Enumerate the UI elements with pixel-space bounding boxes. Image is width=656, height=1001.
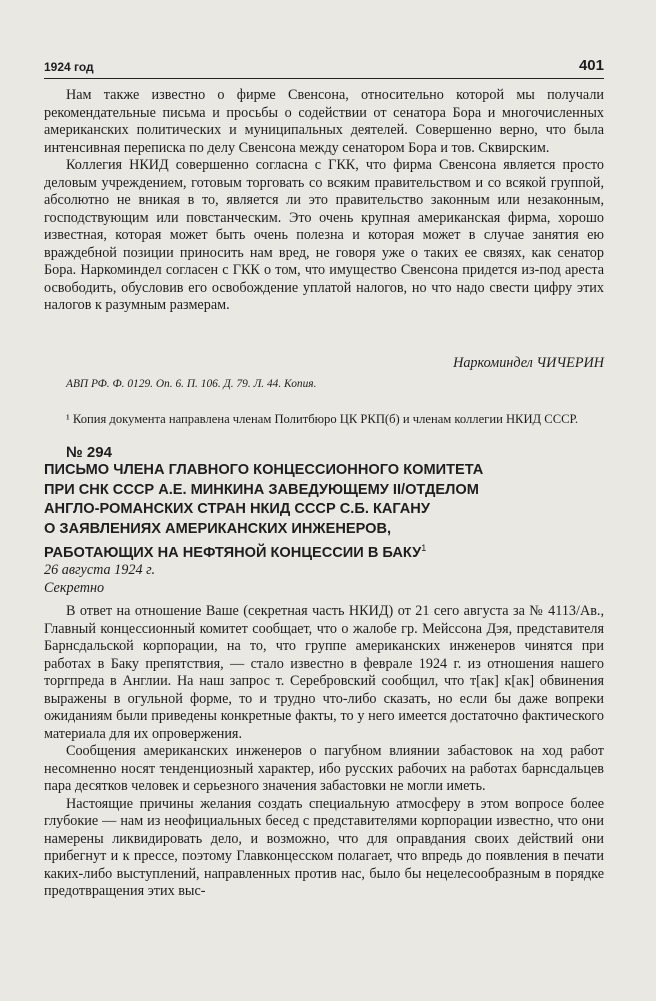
prev-document-text xyxy=(44,87,604,315)
title-line: ПИСЬМО ЧЛЕНА ГЛАВНОГО КОНЦЕССИОННОГО КОМИТЕТА xyxy=(44,462,484,478)
footnote: ¹ Копия документа направлена членам Политбюро ЦК РКП(б) и членам коллегии НКИД СССР. xyxy=(66,412,579,426)
paragraph: Нам также известно о фирме Свенсона, относительно которой мы получали рекомендательные письма и просьбы о содействии от сенатора Бора и многочисленных американских политических и муниципальных деятелей. Совершенно верно, что была интенсивная переписка по делу Свенсона между сенатором Бора и тов. Сквирским. xyxy=(44,87,604,156)
title-line: ПРИ СНК СССР А.Е. МИНКИНА ЗАВЕДУЮЩЕМУ II/ОТДЕЛОМ xyxy=(44,481,479,498)
document-date: 26 августа 1924 г. xyxy=(44,562,155,578)
header-year: 1924 год xyxy=(44,60,94,74)
paragraph: В ответ на отношение Ваше (секретная часть НКИД) от 21 сего августа за № 4113/Ав., Главный концессионный комитет сообщает, что о жалобе гр. Мейссона Дэя, представителя Барнсдальской корпорации, на то, что группе американских инженеров чинятся при работах в Баку препятствия, — стало известно в феврале 1924 г. из отношения нашего торгпреда в Англии. На наш запрос т. Серебровский сообщил, что т[ак] к[ак] обвинения выражены в огульной форме, то и трудно что-либо сказать, но если бы даже вопреки ожиданиям были приведены конкретные факты, то у него имеется достаточно фактического материала для их опровержения. xyxy=(44,603,604,742)
paragraph: Коллегия НКИД совершенно согласна с ГКК, что фирма Свенсона является просто деловым учреждением, готовым торговать со всяким правительством и со всякой группой, абсолютно не вникая в то, является ли это правительство законным или незаконным, господствующим или повстанческим. Это очень крупная американская фирма, хорошо известная, которая может быть очень полезна и которая может в случае занятия ею враждебной позиции приносить нам вред, не говоря уже о таких ее связях, как сенатор Бора. Наркоминдел согласен с ГКК о том, что имущество Свенсона придется из-под ареста освободить, обусловив его освобождение уплатой налогов, но что надо свести цифру этих налогов к разумным размерам. xyxy=(44,157,604,313)
document-number: № 294 xyxy=(66,444,112,461)
document-title xyxy=(44,461,604,564)
classification: Секретно xyxy=(44,580,105,596)
paragraph: Сообщения американских инженеров о пагубном влиянии забастовок на ход работ несомненно носят тенденциозный характер, ибо русских рабочих на работах барнсдальцев пара десятков человек и серьезного значения забастовки не могли иметь. xyxy=(44,743,604,794)
running-header xyxy=(44,56,604,79)
title-line: АНГЛО-РОМАНСКИХ СТРАН НКИД СССР С.Б. КАГАНУ xyxy=(44,501,430,518)
title-footnote-mark: 1 xyxy=(421,543,427,554)
signature: Наркоминдел ЧИЧЕРИН xyxy=(453,355,604,371)
title-line: О ЗАЯВЛЕНИЯХ АМЕРИКАНСКИХ ИНЖЕНЕРОВ, xyxy=(44,520,392,537)
archive-reference: АВП РФ. Ф. 0129. Оп. 6. П. 106. Д. 79. Л. 44. Копия. xyxy=(66,378,317,390)
page-number: 401 xyxy=(578,57,604,74)
document-body xyxy=(44,603,604,901)
paragraph: Настоящие причины желания создать специальную атмосферу в этом вопросе более глубокие — нам из неофициальных бесед с представителями корпорации известно, что они намерены ликвидировать дело, и возможно, что для оправдания своих действий они прибегнут и к прессе, поэтому Главконцесском полагает, что впредь до появления в печати каких-либо выступлений, направленных против нас, было бы нецелесообразным в порядке предотвращения этих выс- xyxy=(44,795,604,899)
title-line: РАБОТАЮЩИХ НА НЕФТЯНОЙ КОНЦЕССИИ В БАКУ xyxy=(44,545,422,562)
date-block xyxy=(44,561,604,597)
